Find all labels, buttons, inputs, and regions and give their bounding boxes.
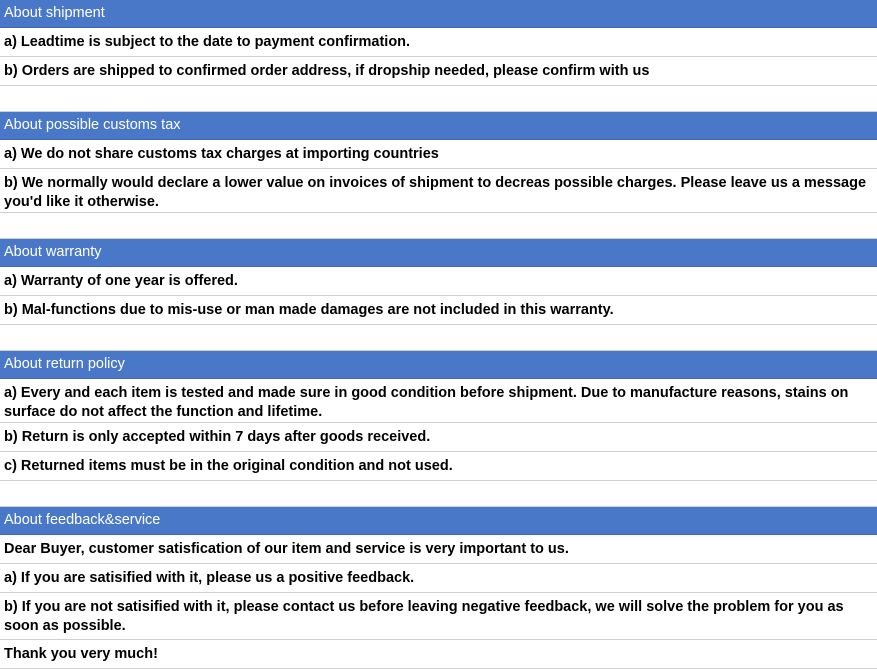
policy-text: a) Leadtime is subject to the date to payment confirmation. bbox=[4, 33, 411, 50]
policy-text: b) If you are not satisified with it, please contact us before leaving negative feedback, we will solve the problem for you as soon as possible. bbox=[4, 599, 844, 634]
policy-row bbox=[0, 28, 877, 57]
spacer-row bbox=[0, 325, 877, 351]
section-title: About warranty bbox=[4, 244, 102, 260]
policy-text: b) Orders are shipped to confirmed order address, if dropship needed, please confirm with us bbox=[4, 62, 650, 79]
spacer-row bbox=[0, 86, 877, 112]
policy-row bbox=[0, 140, 877, 169]
policy-row bbox=[0, 593, 877, 640]
policy-row bbox=[0, 169, 877, 213]
policy-text: b) Return is only accepted within 7 days after goods received. bbox=[4, 428, 431, 445]
policy-text: Dear Buyer, customer satisfication of our item and service is very important to us. bbox=[4, 540, 569, 557]
policy-text: c) Returned items must be in the original condition and not used. bbox=[4, 457, 453, 474]
section-title: About possible customs tax bbox=[4, 117, 181, 133]
policy-row bbox=[0, 379, 877, 423]
section-title: About return policy bbox=[4, 356, 125, 372]
policy-text: a) Warranty of one year is offered. bbox=[4, 272, 238, 289]
section-title: About shipment bbox=[4, 5, 105, 21]
closing-text: Thank you very much! bbox=[4, 645, 158, 662]
policy-row bbox=[0, 267, 877, 296]
policy-text: a) We do not share customs tax charges at importing countries bbox=[4, 145, 439, 162]
section-header-return-policy bbox=[0, 351, 877, 379]
policy-row bbox=[0, 423, 877, 452]
spacer-row bbox=[0, 213, 877, 239]
section-title: About feedback&service bbox=[4, 512, 161, 528]
policy-row bbox=[0, 452, 877, 481]
section-header-customs bbox=[0, 112, 877, 140]
policy-row bbox=[0, 57, 877, 86]
policy-text: a) Every and each item is tested and made sure in good condition before shipment. Due to manufacture reasons, stains on surface do not affect the function and lifetime. bbox=[4, 385, 849, 420]
section-header-feedback bbox=[0, 507, 877, 535]
policy-row bbox=[0, 535, 877, 564]
policy-row bbox=[0, 640, 877, 669]
section-header-warranty bbox=[0, 239, 877, 267]
policy-row bbox=[0, 564, 877, 593]
spacer-row bbox=[0, 481, 877, 507]
section-header-shipment bbox=[0, 0, 877, 28]
policy-text: a) If you are satisified with it, please us a positive feedback. bbox=[4, 569, 415, 586]
policy-text: b) Mal-functions due to mis-use or man made damages are not included in this warranty. bbox=[4, 301, 614, 318]
policy-text: b) We normally would declare a lower value on invoices of shipment to decreas possible charges. Please leave us a message you'd like it otherwise. bbox=[4, 175, 867, 210]
policy-row bbox=[0, 296, 877, 325]
